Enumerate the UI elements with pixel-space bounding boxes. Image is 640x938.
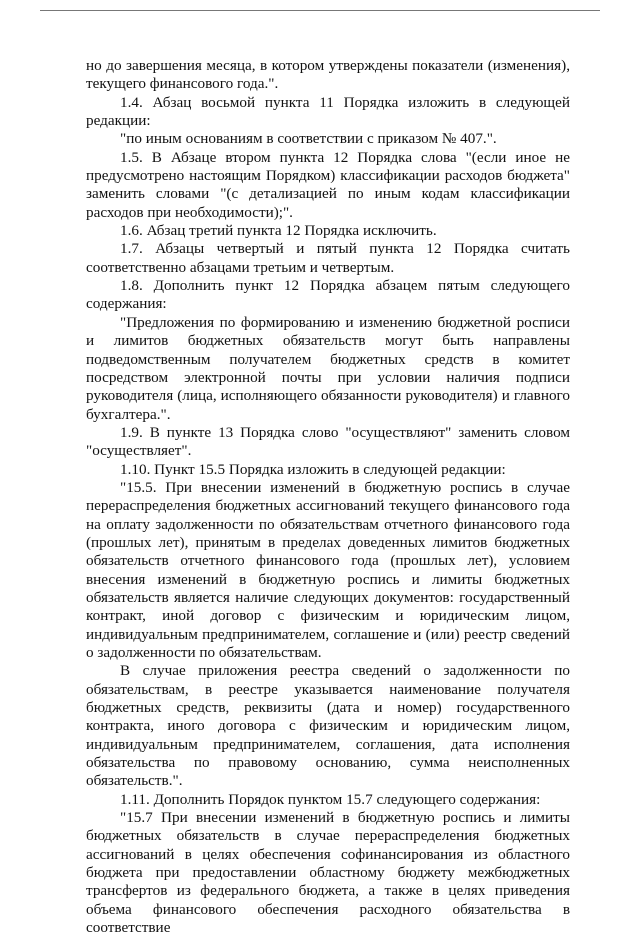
paragraph: 1.10. Пункт 15.5 Порядка изложить в следующей редакции: — [120, 460, 506, 478]
paragraph: 1.8. Дополнить пункт 12 Порядка абзацем пятым следующего содержания: — [86, 277, 570, 313]
paragraph: 1.9. В пункте 13 Порядка слово "осуществляют" заменить словом "осуществляет". — [86, 423, 570, 460]
document-body — [86, 57, 570, 938]
paragraph: 1.4. Абзац восьмой пункта 11 Порядка изложить в следующей редакции: — [86, 93, 570, 130]
paragraph: 1.6. Абзац третий пункта 12 Порядка исключить. — [120, 222, 437, 240]
paragraph: 1.5. В Абзаце втором пункта 12 Порядка слова "(если иное не предусмотрено настоящим Порядком) классификации расходов бюджета" заменить словами "(с детализацией по иным кодам классификации расходов при необходимости);". — [86, 148, 570, 221]
paragraph: В случае приложения реестра сведений о задолженности по обязательствам, в реестре указывается наименование получателя бюджетных средств, реквизиты (дата и номер) государственного контракта, иного договора с физическим и юридическим лицом, индивидуальным предпринимателем, соглашения, дата исполнения обязательства по правовому основанию, сумма неисполненных обязательств.". — [86, 662, 570, 790]
paragraph: 1.11. Дополнить Порядок пунктом 15.7 следующего содержания: — [120, 790, 541, 808]
paragraph: но до завершения месяца, в котором утверждены показатели (изменения), текущего финансового года.". — [86, 57, 570, 93]
paragraph: "по иным основаниям в соответствии с приказом № 407.". — [120, 130, 497, 148]
paragraph: "15.7 При внесении изменений в бюджетную роспись и лимиты бюджетных обязательств в случае перераспределения бюджетных ассигнований в целях обеспечения софинансирования из областного бюджета при предоставлении областному бюджету межбюджетных трансфертов из федерального бюджета, а также в целях приведения объема финансового обеспечения расходного обязательства в соответствие — [86, 809, 570, 937]
paragraph: "Предложения по формированию и изменению бюджетной росписи и лимитов бюджетных обязательств могут быть направлены подведомственным получателем бюджетных средств в комитет посредством электронной почты при условии наличия подписи руководителя (лица, исполняющего обязанности руководителя) и главного бухгалтера.". — [86, 313, 570, 423]
paragraph: 1.7. Абзацы четвертый и пятый пункта 12 Порядка считать соответственно абзацами третьим и четвертым. — [86, 240, 570, 276]
top-rule — [40, 10, 600, 11]
paragraph: "15.5. При внесении изменений в бюджетную роспись в случае перераспределения бюджетных ассигнований текущего финансового года на оплату задолженности по обязательствам отчетного финансового года (прошлых лет), принятым в пределах доведенных лимитов бюджетных обязательств отчетного финансового года (прошлых лет), условием внесения изменений в бюджетную роспись и лимиты бюджетных обязательств является наличие следующих документов: государственный контракт, иной договор с физическим и юридическим лицом, индивидуальным предпринимателем, соглашение и (или) реестр сведений о задолженности по обязательствам. — [86, 478, 570, 661]
